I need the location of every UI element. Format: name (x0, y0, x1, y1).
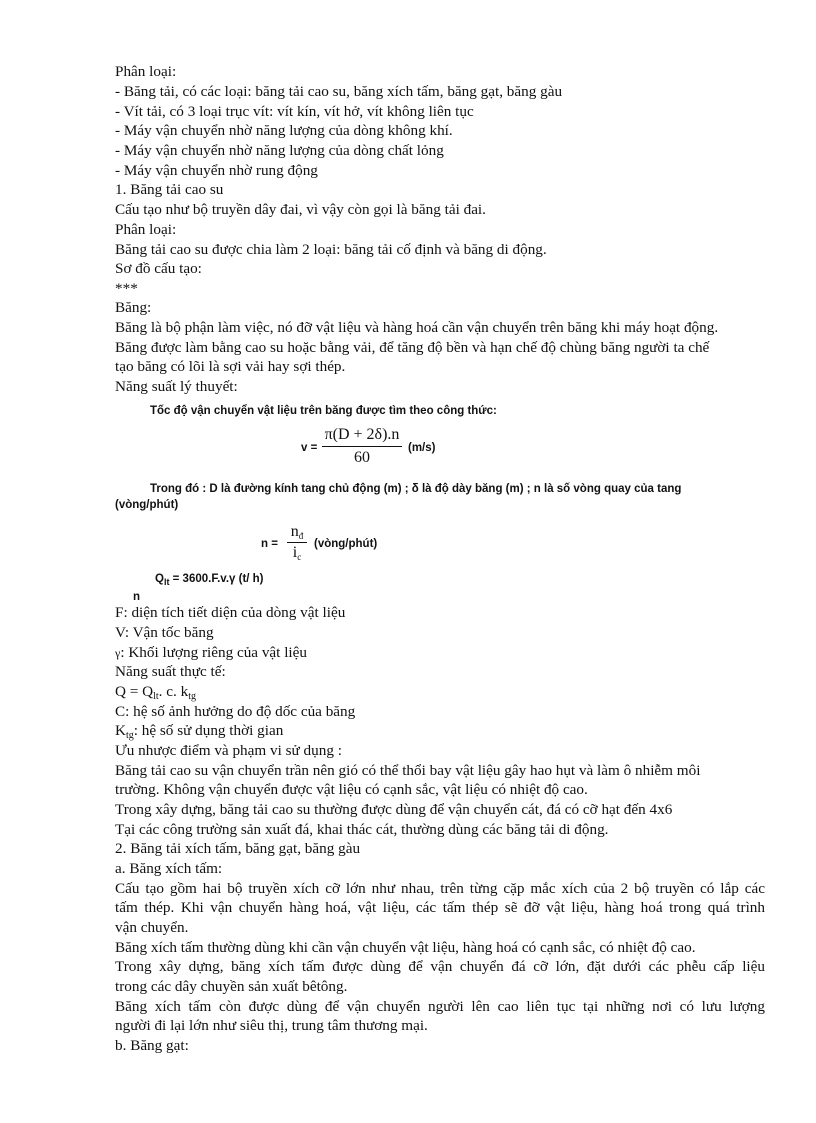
velocity-unit: (m/s) (408, 442, 436, 454)
text-line: Năng suất thực tế: (115, 663, 226, 680)
n-fraction-bar (287, 542, 307, 543)
text-line: Cấu tạo như bộ truyền dây đai, vì vậy còn gọi là băng tải đai. (115, 201, 486, 218)
text-line: Băng là bộ phận làm việc, nó đỡ vật liệu và hàng hoá cần vận chuyển trên băng khi máy hoạt động. (115, 319, 719, 336)
text-line: - Băng tải, có các loại: băng tải cao su, băng xích tấm, băng gạt, băng gàu (115, 83, 563, 100)
velocity-denominator: 60 (354, 449, 370, 466)
text-line: F: diện tích tiết diện của dòng vật liệu (115, 604, 346, 621)
q-theoretical: $Q_{lt} = 3600.F.v.\gamma$ (t/ h) (155, 573, 264, 587)
text-line: C: hệ số ảnh hưởng do độ dốc của băng (115, 703, 356, 720)
text-line: Băng tải cao su vận chuyển trần nên gió có thể thổi bay vật liệu gây hao hụt và làm ô nhiễm môi (115, 762, 701, 779)
n-lhs: n = (261, 538, 278, 550)
text-line: - Máy vận chuyển nhờ rung động (115, 162, 318, 179)
n-denominator: $i_c$ (292, 544, 302, 562)
text-line: người đi lại lớn như siêu thị, trung tâm thương mại. (115, 1017, 428, 1034)
formula-where-line: (vòng/phút) (115, 499, 179, 511)
formula-where-line: Trong đó : D là đường kính tang chủ động (m) ; δ là độ dày băng (m) ; n là số vòng quay của tang (150, 483, 682, 495)
text-line: - Máy vận chuyển nhờ năng lượng của dòng chất lỏng (115, 142, 444, 159)
text-line: Băng: (115, 299, 152, 316)
text-line: Sơ đồ cấu tạo: (115, 260, 202, 277)
text-line: - Máy vận chuyển nhờ năng lượng của dòng không khí. (115, 122, 453, 139)
text-line: Trong xây dựng, băng tải cao su thường được dùng để vận chuyển cát, đá có cỡ hạt đến 4x6 (115, 801, 673, 818)
text-line: Băng tải cao su được chia làm 2 loại: băng tải cố định và băng di động. (115, 241, 547, 258)
text-line: Năng suất lý thuyết: (115, 378, 238, 395)
text-line: vận chuyển. (115, 919, 189, 936)
text-line: trong các dây chuyền sản xuất bêtông. (115, 978, 348, 995)
section-heading: 1. Băng tải cao su (115, 181, 224, 198)
text-line: Phân loại: (115, 221, 177, 238)
section-heading: 2. Băng tải xích tấm, băng gạt, băng gàu (115, 840, 361, 857)
text-line: - Vít tải, có 3 loại trục vít: vít kín, vít hở, vít không liên tục (115, 103, 474, 120)
n-unit: (vòng/phút) (314, 538, 378, 550)
text-line: $K_{tg}$: hệ số sử dụng thời gian (115, 722, 284, 741)
text-line: tấm thép. Khi vận chuyển hàng hoá, vật liệu, các tấm thép sẽ đỡ vật liệu, hàng hoá trong quá trình (115, 899, 765, 916)
text-line: Phân loại: (115, 63, 177, 80)
text-line: Băng xích tấm còn được dùng để vận chuyển người lên cao liên tục tại những nơi có lưu lượng (115, 998, 765, 1015)
subsection-heading: a. Băng xích tấm: (115, 860, 223, 877)
text-line: trường. Không vận chuyển được vật liệu có cạnh sắc, vật liệu có nhiệt độ cao. (115, 781, 588, 798)
text-line: Ưu nhược điểm và phạm vi sử dụng : (115, 742, 342, 759)
subsection-heading: b. Băng gạt: (115, 1037, 189, 1054)
placeholder-marks: *** (115, 280, 138, 297)
velocity-numerator: π(D + 2δ).n (324, 426, 400, 443)
text-line: tạo băng có lõi là sợi vải hay sợi thép. (115, 358, 346, 375)
text-line: V: Vận tốc băng (115, 624, 214, 641)
text-line: Trong xây dựng, băng xích tấm được dùng để vận chuyển đá cỡ lớn, đặt dưới các phễu cấp liệu (115, 958, 765, 975)
n-numerator: $n_đ$ (290, 523, 304, 541)
text-line: Băng xích tấm thường dùng khi cần vận chuyển vật liệu, hàng hoá có cạnh sắc, có nhiệt độ cao. (115, 939, 696, 956)
text-line: Băng được làm bằng cao su hoặc bằng vải, để tăng độ bền và hạn chế độ chùng băng người ta chế (115, 339, 710, 356)
q-actual-formula: $Q = Q_{lt}$. c. $k_{tg}$ (115, 683, 196, 702)
n-marker: n (133, 591, 141, 603)
text-line: Tại các công trường sản xuất đá, khai thác cát, thường dùng các băng tải di động. (115, 821, 609, 838)
text-line: Cấu tạo gồm hai bộ truyền xích cỡ lớn như nhau, trên từng cặp mắc xích của 2 bộ truyền có lắp các (115, 880, 765, 897)
velocity-lhs: v = (301, 442, 318, 454)
velocity-fraction-bar (322, 446, 402, 447)
formula-intro: Tốc độ vận chuyển vật liệu trên băng được tìm theo công thức: (150, 405, 497, 417)
text-line: γ: Khối lượng riêng của vật liệu (115, 644, 307, 661)
